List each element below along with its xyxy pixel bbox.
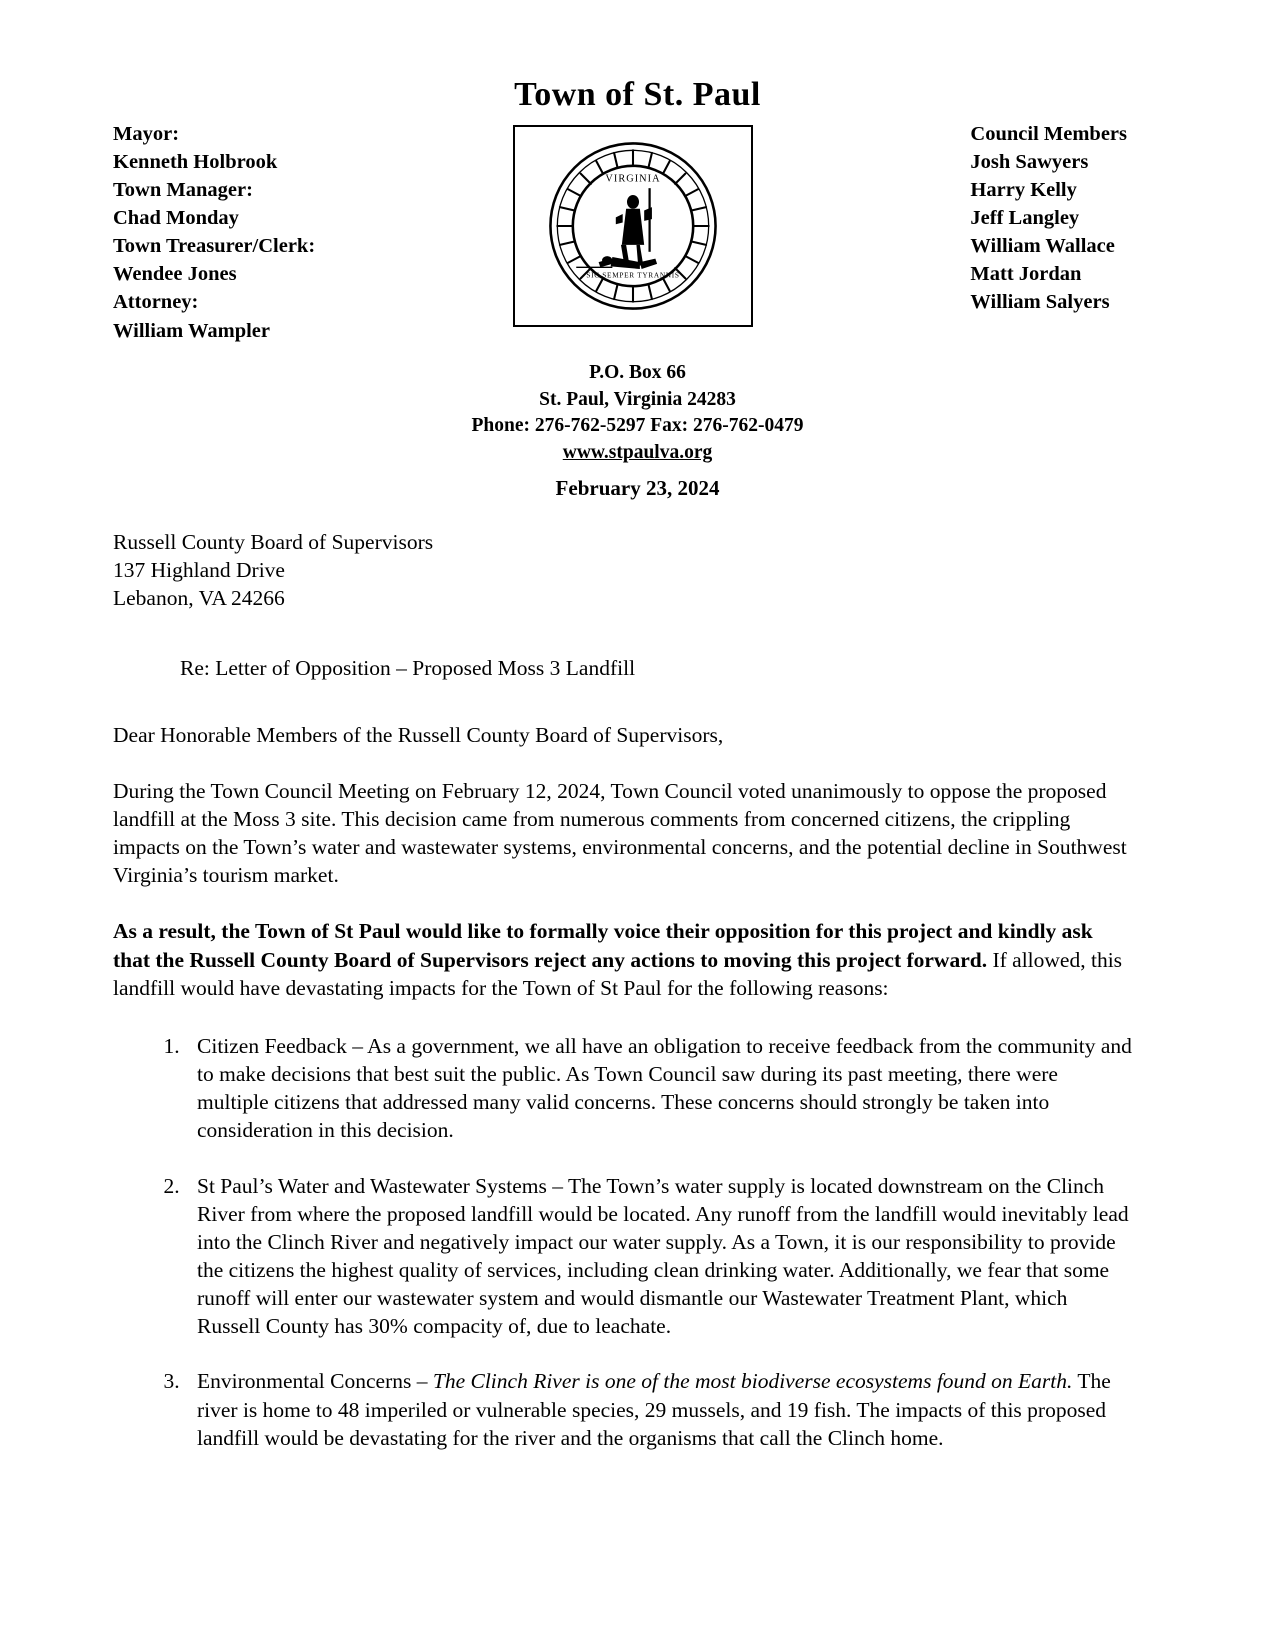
letterhead-columns [0, 120, 1275, 350]
subject-line: Re: Letter of Opposition – Proposed Moss 3 Landfill [180, 656, 636, 681]
list-item [185, 1172, 1133, 1341]
page-title: Town of St. Paul [514, 76, 761, 113]
letter-body [113, 528, 1133, 1452]
letterhead [0, 0, 1275, 500]
officials-list [113, 120, 315, 345]
contact-block [0, 360, 1275, 466]
official-line: William Wampler [113, 319, 270, 342]
website-link[interactable]: www.stpaulva.org [562, 441, 713, 463]
council-line: William Salyers [970, 291, 1110, 314]
list-item [185, 1032, 1133, 1145]
official-line: Chad Monday [113, 207, 239, 230]
svg-text:SIC SEMPER TYRANNIS: SIC SEMPER TYRANNIS [586, 270, 680, 280]
salutation: Dear Honorable Members of the Russell County Board of Supervisors, [113, 722, 724, 747]
official-line: Mayor: [113, 123, 180, 145]
council-line: Jeff Langley [970, 207, 1080, 230]
official-line: Attorney: [113, 291, 199, 314]
po-box-line: P.O. Box 66 [589, 362, 686, 383]
official-line: Town Treasurer/Clerk: [113, 235, 316, 258]
council-line: Council Members [970, 123, 1127, 145]
paragraph-2-bold-text: As a result, the Town of St Paul would like to formally voice their opposition for this project and kindly ask that the Russell County Board of Supervisors reject any actions to moving this project forward. [113, 919, 1093, 972]
reason-text: Citizen Feedback – As a government, we all have an obligation to receive feedback from the community and to make decisions that best suit the public. As Town Council saw during its past meeting, there were multiple citizens that addressed many valid concerns. These concerns should strongly be taken into consideration in this decision. [197, 1033, 1132, 1143]
council-line: Josh Sawyers [970, 151, 1089, 174]
recipient-line: Russell County Board of Supervisors [113, 530, 434, 554]
virginia-seal-icon [547, 140, 719, 312]
reason-italic-text: The Clinch River is one of the most biodiverse ecosystems found on Earth. [432, 1369, 1073, 1394]
reason-text: Environmental Concerns – [197, 1369, 433, 1394]
paragraph-2-regular-text: If allowed, this landfill would have devastating impacts for the Town of St Paul for the following reasons: [113, 947, 1123, 1000]
reason-text-after-italic: The river is home to 48 imperiled or vulnerable species, 29 mussels, and 19 fish. The impacts of this proposed landfill would be devastating for the river and the organisms that call the Clinch home. [197, 1369, 1111, 1450]
letter-date: February 23, 2024 [555, 476, 720, 500]
svg-text:VIRGINIA: VIRGINIA [605, 173, 661, 185]
council-members-list [970, 120, 1127, 317]
town-seal [513, 125, 753, 327]
list-item [185, 1367, 1133, 1451]
recipient-line: 137 Highland Drive [113, 558, 285, 583]
recipient-address [113, 528, 1133, 612]
body-paragraph-1: During the Town Council Meeting on February 12, 2024, Town Council voted unanimously to oppose the proposed landfill at the Moss 3 site. This decision came from numerous comments from concerned citizens, the crippling impacts on the Town’s water and wastewater systems, environmental concerns, and the potential decline in Southwest Virginia’s tourism market. [113, 778, 1127, 888]
body-paragraph-2 [113, 917, 1133, 1001]
official-line: Town Manager: [113, 179, 253, 202]
reasons-list [113, 1032, 1133, 1452]
phone-fax-line: Phone: 276-762-5297 Fax: 276-762-0479 [471, 415, 804, 437]
council-line: William Wallace [970, 235, 1115, 258]
official-line: Kenneth Holbrook [113, 151, 278, 174]
city-state-zip-line: St. Paul, Virginia 24283 [539, 388, 736, 410]
recipient-line: Lebanon, VA 24266 [113, 586, 285, 611]
official-line: Wendee Jones [113, 263, 237, 286]
reason-text: St Paul’s Water and Wastewater Systems – The Town’s water supply is located downstream on the Clinch River from where the proposed landfill would be located. Any runoff from the landfill would inevitably lead into the Clinch River and negatively impact our water supply. As a Town, it is our responsibility to provide the citizens the highest quality of services, including clean drinking water. Additionally, we fear that some runoff will enter our wastewater system and would dismantle our Wastewater Treatment Plant, which Russell County has 30% compacity of, due to leachate. [197, 1173, 1129, 1339]
council-line: Matt Jordan [970, 263, 1082, 286]
council-line: Harry Kelly [970, 179, 1077, 202]
